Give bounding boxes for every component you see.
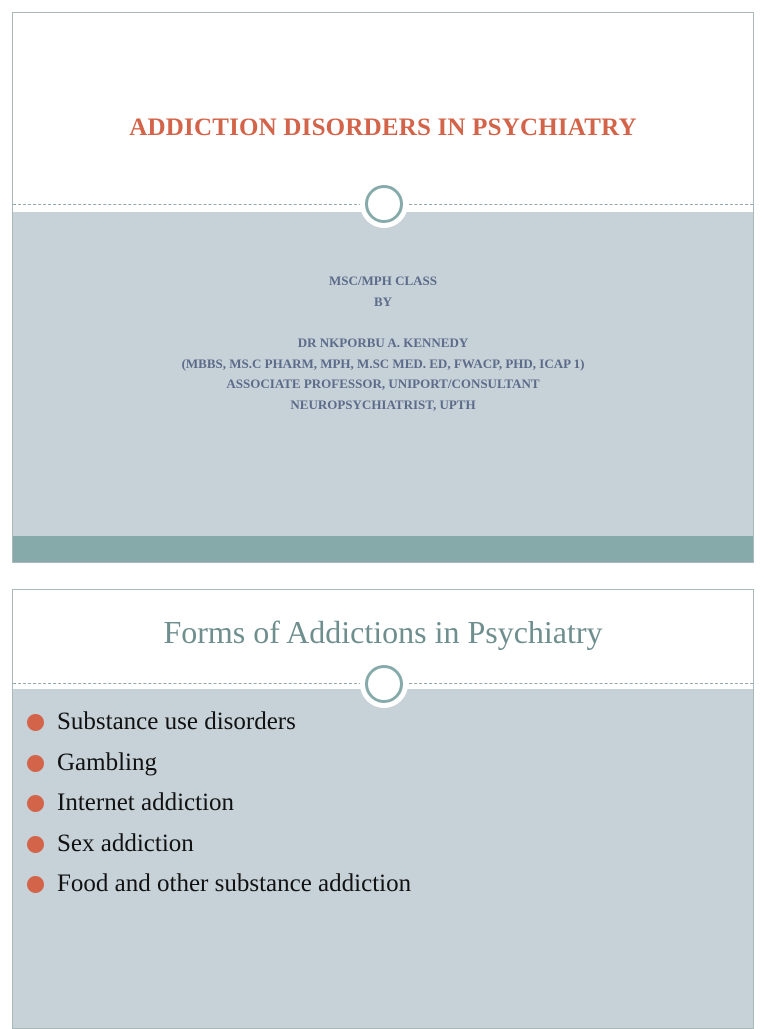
by-line: BY xyxy=(373,293,393,309)
bullet-text: Sex addiction xyxy=(57,829,194,857)
bullet-dot-icon xyxy=(27,714,44,731)
list-item xyxy=(27,748,411,789)
slide-1 xyxy=(12,12,754,563)
slide-1-subtitle xyxy=(13,271,753,415)
circle-ring-icon xyxy=(365,185,403,223)
slide-1-footer-band xyxy=(13,536,753,562)
circle-ring-icon xyxy=(365,665,403,703)
slide-1-title: ADDICTION DISORDERS IN PSYCHIATRY xyxy=(129,114,637,141)
spacer xyxy=(13,312,753,333)
bullet-dot-icon xyxy=(27,755,44,772)
bullet-list xyxy=(27,707,411,910)
author-credentials: (MBBS, MS.C PHARM, MPH, M.SC MED. ED, FWACP, PHD, ICAP 1) xyxy=(181,355,585,371)
list-item xyxy=(27,788,411,829)
bullet-text: Food and other substance addiction xyxy=(57,870,412,897)
bullet-dot-icon xyxy=(27,836,44,853)
slide-2-ring-ornament xyxy=(360,660,408,708)
bullet-dot-icon xyxy=(27,795,44,812)
author-position-line-1: ASSOCIATE PROFESSOR, UNIPORT/CONSULTANT xyxy=(226,376,540,391)
author-name: DR NKPORBU A. KENNEDY xyxy=(297,335,469,350)
bullet-text: Substance use disorders xyxy=(57,708,296,735)
bullet-text: Gambling xyxy=(57,748,157,776)
list-item xyxy=(27,707,411,748)
slide-2-title: Forms of Addictions in Psychiatry xyxy=(163,614,603,650)
author-position-line-2: NEUROPSYCHIATRIST, UPTH xyxy=(290,396,476,412)
bullet-text: Internet addiction xyxy=(57,789,235,816)
slide-2 xyxy=(12,589,754,1029)
slide-1-ring-ornament xyxy=(360,180,408,228)
class-line: MSC/MPH CLASS xyxy=(329,273,437,288)
list-item xyxy=(27,829,411,870)
list-item xyxy=(27,869,411,910)
bullet-dot-icon xyxy=(27,876,44,893)
